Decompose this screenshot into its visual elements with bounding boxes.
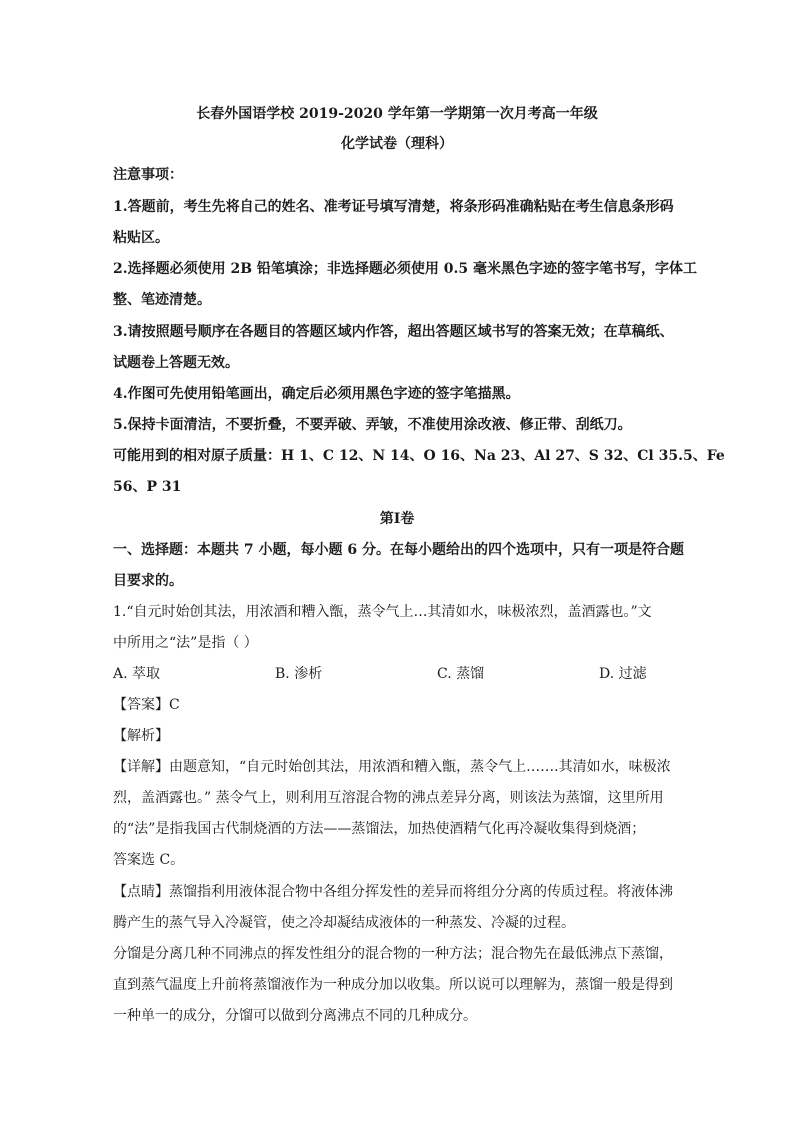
tip-line: 腾产生的蒸气导入冷凝管，使之冷却凝结成液体的一种蒸发、冷凝的过程。: [113, 915, 575, 931]
exam-title: 长春外国语学校 2019-2020 学年第一学期第一次月考高一年级: [196, 106, 598, 122]
section-instructions: 目要求的。: [113, 573, 183, 589]
detail-line: 答案选 C。: [113, 852, 185, 868]
atomic-mass-line: 可能用到的相对原子质量：H 1、C 12、N 14、O 16、Na 23、Al 27、S 32、Cl 35.5、Fe: [113, 448, 725, 464]
notice-heading: 注意事项：: [113, 167, 183, 183]
notice-item: 4.作图可先使用铅笔画出，确定后必须用黑色字迹的签字笔描黑。: [113, 386, 520, 402]
detail-line: 的“法”是指我国古代制烧酒的方法——蒸馏法，加热使酒精气化再冷凝收集得到烧酒；: [113, 821, 646, 837]
answer-line: 【答案】C: [113, 697, 180, 713]
notice-item: 2.选择题必须使用 2B 铅笔填涂；非选择题必须使用 0.5 毫米黑色字迹的签字笔书写，字体工: [113, 261, 698, 277]
notice-item: 1.答题前，考生先将自己的姓名、准考证号填写清楚，将条形码准确粘贴在考生信息条形码: [113, 199, 674, 215]
option-b: B. 渗析: [275, 666, 323, 682]
option-d: D. 过滤: [599, 666, 647, 682]
section-instructions: 一、选择题：本题共 7 小题，每小题 6 分。在每小题给出的四个选项中，只有一项是符合题: [113, 542, 684, 558]
notice-item: 粘贴区。: [113, 230, 169, 246]
detail-line: 【详解】由题意知，“自元时始创其法，用浓酒和糟入甑，蒸令气上…….其清如水，味极浓: [113, 759, 671, 775]
section-title: 第Ⅰ卷: [379, 511, 415, 527]
notice-item: 整、笔迹清楚。: [113, 292, 211, 308]
notice-item: 试题卷上答题无效。: [113, 355, 239, 371]
tip-line: 分馏是分离几种不同沸点的挥发性组分的混合物的一种方法；混合物先在最低沸点下蒸馏，: [113, 946, 673, 962]
tip-line: 一种单一的成分，分馏可以做到分离沸点不同的几种成分。: [113, 1008, 477, 1024]
option-c: C. 蒸馏: [437, 666, 485, 682]
atomic-mass-line: 56、P 31: [113, 479, 182, 495]
analysis-label: 【解析】: [113, 728, 169, 744]
option-a: A. 萃取: [113, 666, 161, 682]
question-stem: 中所用之“法”是指（ ）: [113, 635, 258, 651]
detail-line: 烈，盖酒露也。” 蒸令气上，则利用互溶混合物的沸点差异分离，则该法为蒸馏，这里所用: [113, 790, 664, 806]
tip-line: 【点睛】蒸馏指利用液体混合物中各组分挥发性的差异而将组分分离的传质过程。将液体沸: [113, 884, 673, 900]
tip-line: 直到蒸气温度上升前将蒸馏液作为一种成分加以收集。所以说可以理解为，蒸馏一般是得到: [113, 977, 673, 993]
notice-item: 3.请按照题号顺序在各题目的答题区域内作答，超出答题区域书写的答案无效；在草稿纸、: [113, 324, 674, 340]
question-stem: 1.“自元时始创其法，用浓酒和糟入甑，蒸令气上…其清如水，味极浓烈，盖酒露也。”文: [113, 604, 652, 620]
exam-subtitle: 化学试卷（理科）: [341, 136, 453, 152]
notice-item: 5.保持卡面清洁，不要折叠，不要弄破、弄皱，不准使用涂改液、修正带、刮纸刀。: [113, 417, 632, 433]
